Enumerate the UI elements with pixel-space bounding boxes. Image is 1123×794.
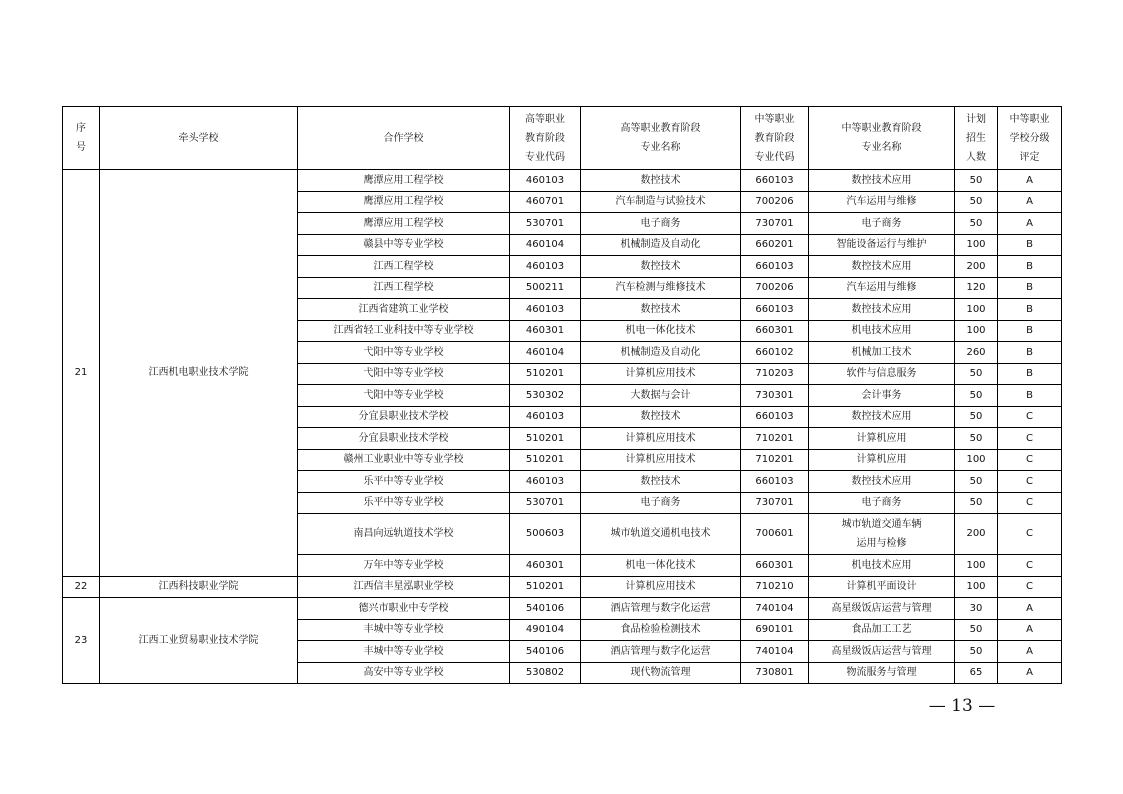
- higher-major: 机械制造及自动化: [581, 234, 741, 256]
- header-higher-major: 高等职业教育阶段 专业名称: [581, 107, 741, 170]
- header-secondary-major: 中等职业教育阶段 专业名称: [809, 107, 955, 170]
- school-grade: B: [998, 256, 1062, 278]
- partner-school: 江西信丰星泓职业学校: [298, 576, 510, 598]
- secondary-major: 机电技术应用: [809, 555, 955, 577]
- school-grade: A: [998, 641, 1062, 663]
- higher-code: 460103: [510, 170, 581, 192]
- secondary-code: 660301: [741, 555, 809, 577]
- partner-school: 弋阳中等专业学校: [298, 385, 510, 407]
- partner-school: 江西工程学校: [298, 256, 510, 278]
- higher-code: 460103: [510, 256, 581, 278]
- school-grade: A: [998, 598, 1062, 620]
- partner-school: 鹰潭应用工程学校: [298, 213, 510, 235]
- secondary-major: 计算机应用: [809, 449, 955, 471]
- secondary-code: 690101: [741, 619, 809, 641]
- higher-major: 数控技术: [581, 406, 741, 428]
- partner-school: 赣县中等专业学校: [298, 234, 510, 256]
- secondary-major: 计算机应用: [809, 428, 955, 450]
- group-seq: 23: [63, 598, 100, 684]
- secondary-major: 机电技术应用: [809, 320, 955, 342]
- secondary-code: 660103: [741, 406, 809, 428]
- higher-code: 460104: [510, 234, 581, 256]
- secondary-major: 数控技术应用: [809, 406, 955, 428]
- higher-code: 460701: [510, 191, 581, 213]
- secondary-code: 660103: [741, 299, 809, 321]
- secondary-major: 高星级饭店运营与管理: [809, 598, 955, 620]
- plan-count: 30: [955, 598, 998, 620]
- table-row: [63, 598, 1062, 620]
- partner-school: 丰城中等专业学校: [298, 619, 510, 641]
- school-grade: B: [998, 299, 1062, 321]
- secondary-code: 730301: [741, 385, 809, 407]
- higher-major: 计算机应用技术: [581, 363, 741, 385]
- secondary-major: 智能设备运行与维护: [809, 234, 955, 256]
- secondary-major: 数控技术应用: [809, 170, 955, 192]
- school-grade: A: [998, 191, 1062, 213]
- higher-major: 机电一体化技术: [581, 320, 741, 342]
- plan-count: 200: [955, 256, 998, 278]
- partner-school: 乐平中等专业学校: [298, 492, 510, 514]
- higher-code: 510201: [510, 363, 581, 385]
- plan-count: 50: [955, 170, 998, 192]
- page-number: — 13 —: [928, 696, 996, 716]
- school-grade: C: [998, 514, 1062, 555]
- plan-count: 260: [955, 342, 998, 364]
- header-partner-school: 合作学校: [298, 107, 510, 170]
- plan-count: 65: [955, 662, 998, 684]
- higher-major: 汽车制造与试验技术: [581, 191, 741, 213]
- school-grade: B: [998, 342, 1062, 364]
- partner-school: 江西省建筑工业学校: [298, 299, 510, 321]
- plan-count: 50: [955, 406, 998, 428]
- school-grade: A: [998, 662, 1062, 684]
- header-seq: 序 号: [63, 107, 100, 170]
- partner-school: 丰城中等专业学校: [298, 641, 510, 663]
- school-grade: A: [998, 619, 1062, 641]
- secondary-major: 会计事务: [809, 385, 955, 407]
- plan-count: 50: [955, 619, 998, 641]
- secondary-code: 660102: [741, 342, 809, 364]
- header-school-grade: 中等职业 学校分级 评定: [998, 107, 1062, 170]
- plan-count: 50: [955, 428, 998, 450]
- school-grade: C: [998, 471, 1062, 493]
- secondary-code: 660103: [741, 170, 809, 192]
- header-higher-code: 高等职业 教育阶段 专业代码: [510, 107, 581, 170]
- partner-school: 德兴市职业中专学校: [298, 598, 510, 620]
- higher-code: 540106: [510, 641, 581, 663]
- plan-count: 50: [955, 213, 998, 235]
- partner-school: 赣州工业职业中等专业学校: [298, 449, 510, 471]
- plan-count: 100: [955, 555, 998, 577]
- group-seq: 21: [63, 170, 100, 577]
- school-grade: C: [998, 449, 1062, 471]
- partner-school: 南昌向远轨道技术学校: [298, 514, 510, 555]
- higher-code: 460301: [510, 320, 581, 342]
- higher-major: 酒店管理与数字化运营: [581, 598, 741, 620]
- higher-code: 530701: [510, 213, 581, 235]
- school-grade: A: [998, 213, 1062, 235]
- higher-major: 大数据与会计: [581, 385, 741, 407]
- partner-school: 鹰潭应用工程学校: [298, 170, 510, 192]
- plan-count: 50: [955, 191, 998, 213]
- header-secondary-code: 中等职业 教育阶段 专业代码: [741, 107, 809, 170]
- higher-major: 数控技术: [581, 256, 741, 278]
- plan-count: 50: [955, 492, 998, 514]
- secondary-code: 660201: [741, 234, 809, 256]
- plan-count: 100: [955, 576, 998, 598]
- school-grade: C: [998, 576, 1062, 598]
- secondary-code: 710201: [741, 428, 809, 450]
- plan-count: 200: [955, 514, 998, 555]
- plan-count: 100: [955, 234, 998, 256]
- header-row: [63, 107, 1062, 170]
- group-lead-school: 江西科技职业学院: [100, 576, 298, 598]
- higher-code: 500211: [510, 277, 581, 299]
- higher-code: 530701: [510, 492, 581, 514]
- secondary-major: 城市轨道交通车辆 运用与检修: [809, 514, 955, 555]
- higher-code: 510201: [510, 428, 581, 450]
- partner-school: 弋阳中等专业学校: [298, 342, 510, 364]
- partner-school: 江西省轻工业科技中等专业学校: [298, 320, 510, 342]
- higher-major: 数控技术: [581, 471, 741, 493]
- plan-count: 120: [955, 277, 998, 299]
- school-grade: A: [998, 170, 1062, 192]
- plan-count: 50: [955, 385, 998, 407]
- secondary-major: 电子商务: [809, 492, 955, 514]
- partner-school: 乐平中等专业学校: [298, 471, 510, 493]
- header-plan-count: 计划 招生 人数: [955, 107, 998, 170]
- secondary-major: 机械加工技术: [809, 342, 955, 364]
- partner-school: 分宜县职业技术学校: [298, 406, 510, 428]
- table-row: [63, 170, 1062, 192]
- higher-major: 酒店管理与数字化运营: [581, 641, 741, 663]
- partner-school: 弋阳中等专业学校: [298, 363, 510, 385]
- higher-code: 460103: [510, 299, 581, 321]
- school-grade: B: [998, 234, 1062, 256]
- secondary-major: 数控技术应用: [809, 256, 955, 278]
- higher-major: 现代物流管理: [581, 662, 741, 684]
- secondary-code: 740104: [741, 598, 809, 620]
- higher-major: 电子商务: [581, 213, 741, 235]
- higher-code: 460301: [510, 555, 581, 577]
- higher-major: 计算机应用技术: [581, 576, 741, 598]
- secondary-major: 计算机平面设计: [809, 576, 955, 598]
- secondary-code: 740104: [741, 641, 809, 663]
- school-grade: B: [998, 320, 1062, 342]
- school-grade: C: [998, 555, 1062, 577]
- higher-code: 540106: [510, 598, 581, 620]
- higher-major: 汽车检测与维修技术: [581, 277, 741, 299]
- secondary-code: 660103: [741, 471, 809, 493]
- plan-count: 100: [955, 449, 998, 471]
- higher-code: 510201: [510, 449, 581, 471]
- school-grade: B: [998, 363, 1062, 385]
- higher-major: 数控技术: [581, 299, 741, 321]
- partner-school: 江西工程学校: [298, 277, 510, 299]
- secondary-major: 汽车运用与维修: [809, 277, 955, 299]
- plan-count: 50: [955, 471, 998, 493]
- higher-major: 机械制造及自动化: [581, 342, 741, 364]
- higher-code: 500603: [510, 514, 581, 555]
- partner-school: 万年中等专业学校: [298, 555, 510, 577]
- higher-code: 530802: [510, 662, 581, 684]
- plan-count: 50: [955, 363, 998, 385]
- secondary-code: 730801: [741, 662, 809, 684]
- secondary-major: 电子商务: [809, 213, 955, 235]
- secondary-major: 食品加工工艺: [809, 619, 955, 641]
- higher-major: 计算机应用技术: [581, 449, 741, 471]
- higher-code: 490104: [510, 619, 581, 641]
- secondary-major: 软件与信息服务: [809, 363, 955, 385]
- enrollment-plan-table: [62, 106, 1062, 684]
- group-lead-school: 江西工业贸易职业技术学院: [100, 598, 298, 684]
- school-grade: C: [998, 406, 1062, 428]
- partner-school: 高安中等专业学校: [298, 662, 510, 684]
- secondary-major: 物流服务与管理: [809, 662, 955, 684]
- table-row: [63, 576, 1062, 598]
- higher-code: 460103: [510, 406, 581, 428]
- group-seq: 22: [63, 576, 100, 598]
- plan-count: 100: [955, 320, 998, 342]
- secondary-code: 710203: [741, 363, 809, 385]
- higher-major: 计算机应用技术: [581, 428, 741, 450]
- header-lead-school: 牵头学校: [100, 107, 298, 170]
- higher-code: 460103: [510, 471, 581, 493]
- plan-count: 50: [955, 641, 998, 663]
- higher-major: 数控技术: [581, 170, 741, 192]
- secondary-major: 数控技术应用: [809, 471, 955, 493]
- secondary-major: 汽车运用与维修: [809, 191, 955, 213]
- higher-major: 机电一体化技术: [581, 555, 741, 577]
- higher-major: 城市轨道交通机电技术: [581, 514, 741, 555]
- secondary-code: 700206: [741, 191, 809, 213]
- secondary-code: 700206: [741, 277, 809, 299]
- higher-major: 食品检验检测技术: [581, 619, 741, 641]
- partner-school: 鹰潭应用工程学校: [298, 191, 510, 213]
- plan-count: 100: [955, 299, 998, 321]
- secondary-major: 高星级饭店运营与管理: [809, 641, 955, 663]
- secondary-code: 730701: [741, 492, 809, 514]
- secondary-code: 730701: [741, 213, 809, 235]
- school-grade: B: [998, 385, 1062, 407]
- school-grade: C: [998, 492, 1062, 514]
- secondary-code: 660103: [741, 256, 809, 278]
- higher-code: 510201: [510, 576, 581, 598]
- school-grade: C: [998, 428, 1062, 450]
- secondary-code: 700601: [741, 514, 809, 555]
- secondary-code: 710210: [741, 576, 809, 598]
- higher-code: 530302: [510, 385, 581, 407]
- group-lead-school: 江西机电职业技术学院: [100, 170, 298, 577]
- school-grade: B: [998, 277, 1062, 299]
- secondary-major: 数控技术应用: [809, 299, 955, 321]
- secondary-code: 710201: [741, 449, 809, 471]
- higher-code: 460104: [510, 342, 581, 364]
- secondary-code: 660301: [741, 320, 809, 342]
- partner-school: 分宜县职业技术学校: [298, 428, 510, 450]
- higher-major: 电子商务: [581, 492, 741, 514]
